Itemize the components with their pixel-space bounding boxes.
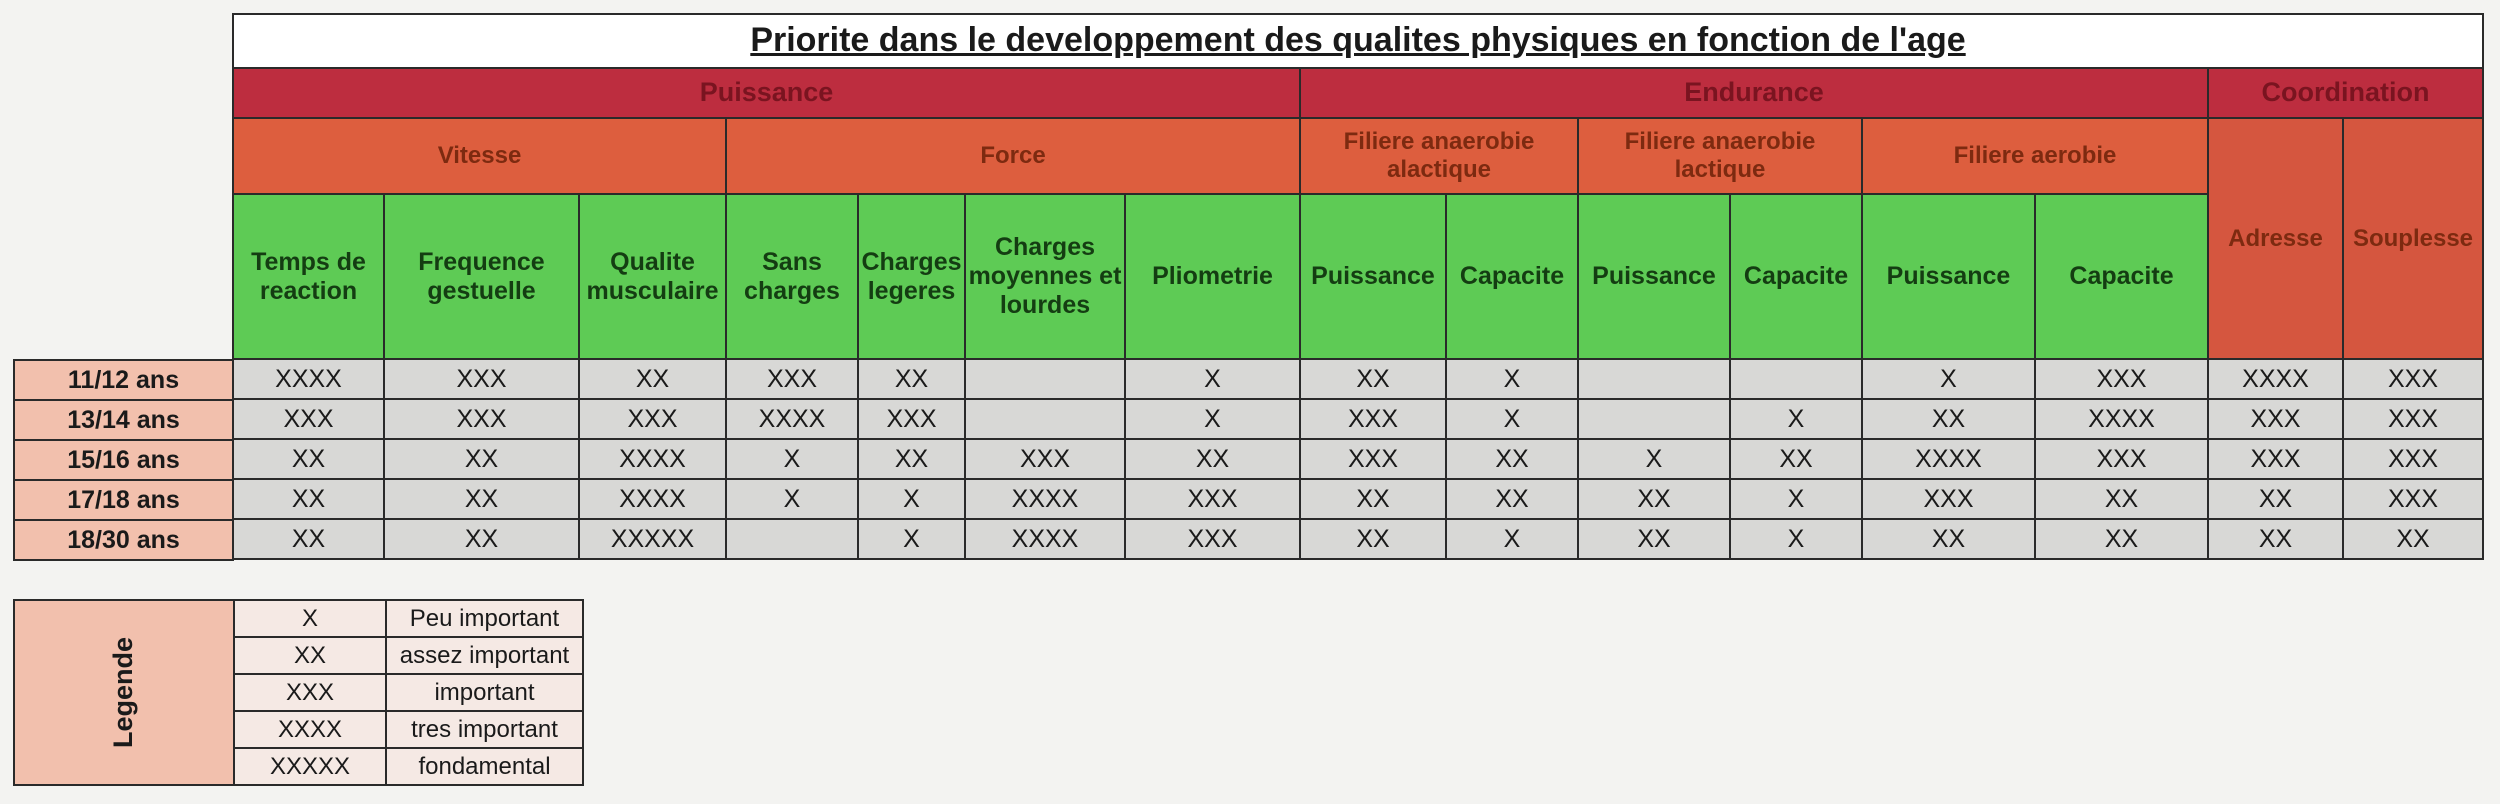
value-cell: XX [1300,519,1446,559]
column-label: Capacite [1730,194,1862,359]
value-cell [1578,399,1730,439]
age-label: 15/16 ans [14,440,233,480]
value-cell: XX [2343,519,2483,559]
subcategory-alactique: Filiere anaerobie alactique [1300,118,1578,194]
value-cell: XX [1862,519,2035,559]
value-cell: XXX [726,359,858,399]
value-cell: XX [1300,359,1446,399]
age-label: 11/12 ans [14,360,233,400]
age-label: 18/30 ans [14,520,233,560]
table-row [233,519,2483,559]
value-cell: XX [579,359,726,399]
value-cell: XXX [1862,479,2035,519]
subcategory-lactique: Filiere anaerobie lactique [1578,118,1862,194]
legend-title [14,600,234,785]
column-label: Pliometrie [1125,194,1300,359]
value-cell: XX [2208,519,2343,559]
value-cell: XX [384,439,579,479]
value-cell: X [1446,359,1578,399]
category-puissance: Puissance [233,68,1300,118]
value-cell: XX [233,439,384,479]
column-label: Souplesse [2343,118,2483,359]
value-cell: XXX [1300,399,1446,439]
value-cell: XXXX [965,479,1125,519]
priority-table [232,13,2484,560]
value-cell: XX [858,359,965,399]
value-cell: XXX [1300,439,1446,479]
value-cell: X [1730,479,1862,519]
value-cell: XXX [2035,359,2208,399]
value-cell: XXX [384,359,579,399]
column-label: Adresse [2208,118,2343,359]
column-label: Capacite [2035,194,2208,359]
column-label: Qualite musculaire [579,194,726,359]
value-cell: XXX [384,399,579,439]
value-cell: XX [233,479,384,519]
value-cell: XXXXX [579,519,726,559]
legend-symbol: XXXX [234,711,386,748]
value-cell: X [726,479,858,519]
value-cell: XX [1300,479,1446,519]
value-cell: X [1446,519,1578,559]
legend-label: important [386,674,583,711]
value-cell: XXXX [2208,359,2343,399]
value-cell: XXX [2343,399,2483,439]
age-column [13,359,234,561]
value-cell: X [1446,399,1578,439]
legend-label: assez important [386,637,583,674]
category-endurance: Endurance [1300,68,2208,118]
value-cell: X [1862,359,2035,399]
value-cell: XX [1730,439,1862,479]
value-cell: XXXX [1862,439,2035,479]
value-cell: XX [384,479,579,519]
legend-item [14,600,583,637]
legend-title-text: Legende [108,636,139,749]
value-cell: XX [384,519,579,559]
legend [13,599,584,786]
value-cell: XX [233,519,384,559]
value-cell: X [858,479,965,519]
value-cell: XXX [2343,439,2483,479]
value-cell: XXX [2343,479,2483,519]
value-cell: X [1730,399,1862,439]
legend-symbol: XXX [234,674,386,711]
value-cell: XX [1578,479,1730,519]
value-cell: XX [2208,479,2343,519]
value-cell: X [726,439,858,479]
value-cell: XXX [1125,479,1300,519]
column-label: Charges legeres [858,194,965,359]
age-label: 17/18 ans [14,480,233,520]
value-cell: XXX [2035,439,2208,479]
column-label: Charges moyennes et lourdes [965,194,1125,359]
value-cell: XX [1446,439,1578,479]
value-cell: X [858,519,965,559]
value-cell: X [1125,359,1300,399]
value-cell [965,359,1125,399]
value-cell: XX [2035,479,2208,519]
value-cell: XXX [858,399,965,439]
value-cell: XXX [2343,359,2483,399]
value-cell: XXXX [233,359,384,399]
value-cell: XX [858,439,965,479]
value-cell: XX [1446,479,1578,519]
value-cell: XXX [1125,519,1300,559]
value-cell: X [1578,439,1730,479]
value-cell: XX [1125,439,1300,479]
column-label: Sans charges [726,194,858,359]
value-cell: XXXX [965,519,1125,559]
table-row [233,479,2483,519]
value-cell: XXX [2208,439,2343,479]
value-cell: X [1125,399,1300,439]
value-cell [965,399,1125,439]
value-cell [1578,359,1730,399]
legend-symbol: XX [234,637,386,674]
value-cell: XXXX [726,399,858,439]
value-cell: XXX [579,399,726,439]
column-label: Capacite [1446,194,1578,359]
value-cell: XXXX [579,479,726,519]
value-cell: XX [2035,519,2208,559]
subcategory-force: Force [726,118,1300,194]
column-label: Frequence gestuelle [384,194,579,359]
subcategory-aerobie: Filiere aerobie [1862,118,2208,194]
table-title: Priorite dans le developpement des qualites physiques en fonction de l'age [233,14,2483,68]
legend-label: fondamental [386,748,583,785]
column-label: Puissance [1300,194,1446,359]
value-cell: XXX [2208,399,2343,439]
value-cell [1730,359,1862,399]
value-cell: XXXX [2035,399,2208,439]
value-cell: X [1730,519,1862,559]
legend-symbol: XXXXX [234,748,386,785]
table-row [233,359,2483,399]
value-cell: XX [1862,399,2035,439]
column-label: Puissance [1862,194,2035,359]
subcategory-vitesse: Vitesse [233,118,726,194]
value-cell: XXX [233,399,384,439]
data-rows [233,359,2483,559]
category-coordination: Coordination [2208,68,2483,118]
value-cell: XX [1578,519,1730,559]
age-label: 13/14 ans [14,400,233,440]
legend-label: tres important [386,711,583,748]
legend-symbol: X [234,600,386,637]
legend-label: Peu important [386,600,583,637]
value-cell [726,519,858,559]
column-label: Temps de reaction [233,194,384,359]
column-label: Puissance [1578,194,1730,359]
value-cell: XXXX [579,439,726,479]
value-cell: XXX [965,439,1125,479]
table-row [233,439,2483,479]
table-row [233,399,2483,439]
